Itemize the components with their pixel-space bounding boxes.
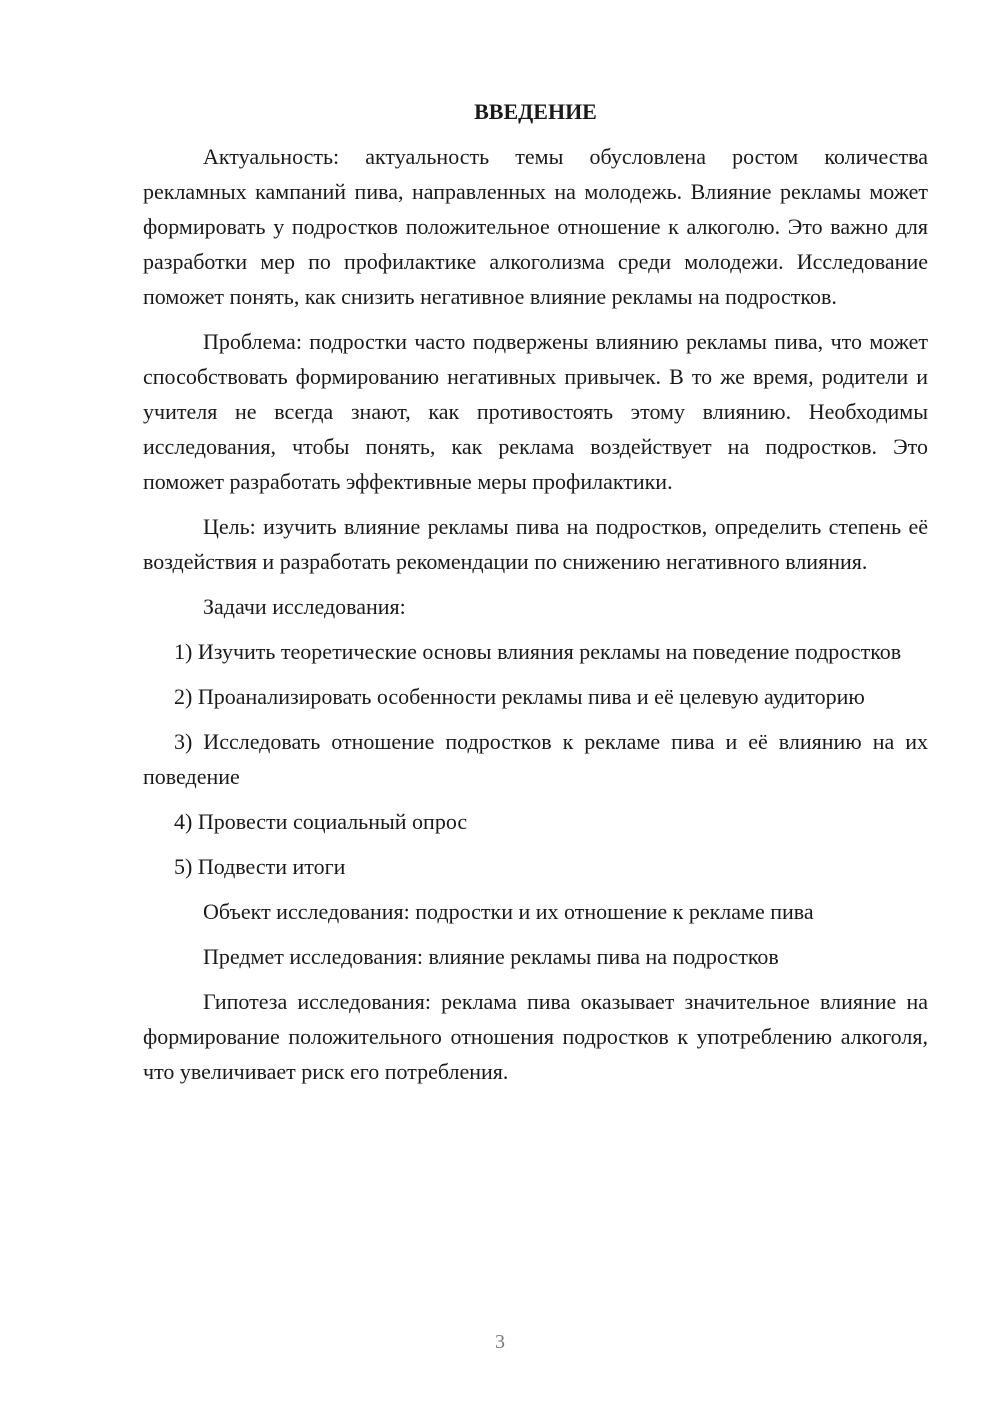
paragraph-hypothesis: Гипотеза исследования: реклама пива оказывает значительное влияние на формирование положительного отношения подростков к употреблению алкоголя, что увеличивает риск его потребления. [143, 989, 928, 1084]
task-item-5: 5) Подвести итоги [174, 854, 346, 879]
task-item-4: 4) Провести социальный опрос [174, 809, 468, 834]
paragraph-goal: Цель: изучить влияние рекламы пива на подростков, определить степень её воздействия и разработать рекомендации по снижению негативного влияния. [143, 514, 928, 574]
document-body [143, 94, 928, 1099]
paragraph-problem: Проблема: подростки часто подвержены влиянию рекламы пива, что может способствовать формированию негативных привычек. В то же время, родители и учителя не всегда знают, как противостоять этому влиянию. Необходимы исследования, чтобы понять, как реклама воздействует на подростков. Это поможет разработать эффективные меры профилактики. [143, 329, 928, 494]
paragraph-relevance: Актуальность: актуальность темы обусловлена ростом количества рекламных кампаний пива, направленных на молодежь. Влияние рекламы может формировать у подростков положительное отношение к алкоголю. Это важно для разработки мер по профилактике алкоголизма среди молодежи. Исследование поможет понять, как снизить негативное влияние рекламы на подростков. [143, 144, 928, 309]
paragraph-subject: Предмет исследования: влияние рекламы пива на подростков [203, 944, 779, 969]
task-item-1: 1) Изучить теоретические основы влияния рекламы на поведение подростков [174, 639, 902, 664]
page-number: 3 [495, 1331, 505, 1353]
tasks-heading: Задачи исследования: [203, 594, 406, 619]
task-item-2: 2) Проанализировать особенности рекламы пива и её целевую аудиторию [174, 684, 865, 709]
paragraph-object: Объект исследования: подростки и их отношение к рекламе пива [203, 899, 814, 924]
section-title: ВВЕДЕНИЕ [474, 99, 597, 124]
task-item-3: 3) Исследовать отношение подростков к рекламе пива и её влиянию на их поведение [143, 729, 928, 789]
